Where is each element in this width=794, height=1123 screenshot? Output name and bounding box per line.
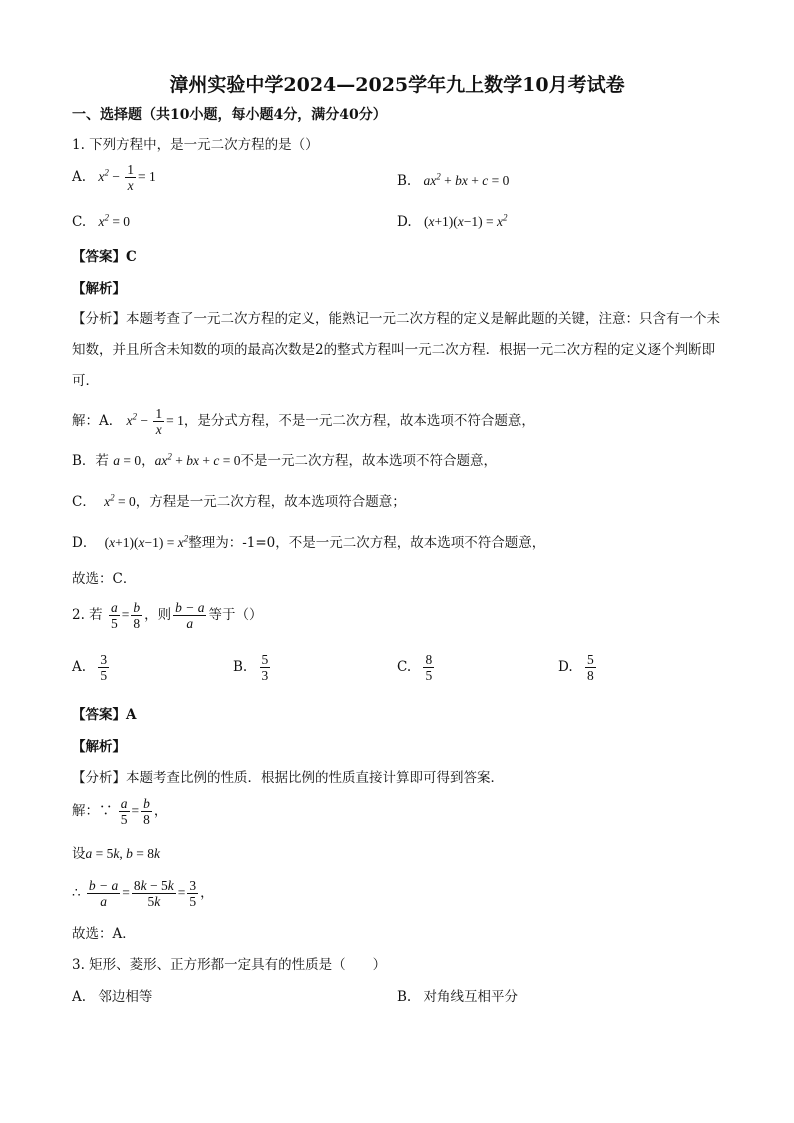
option-label: C.	[72, 214, 87, 230]
q2-option-d	[558, 652, 598, 683]
fraction: $\frac{b}{8}$	[143, 796, 150, 827]
q1-conclusion: 故选：C．	[72, 571, 137, 587]
q2-analysis-heading: 【解析】	[72, 739, 126, 755]
q2-option-c	[397, 652, 436, 683]
q1-option-b: B. $ax^2$ + bx + c = 0	[397, 171, 510, 189]
q2-solution-2: 设a = 5k, b = 8k	[72, 846, 160, 862]
q1-option-d: D. $(x+1)(x-1) = x^2$	[397, 212, 508, 230]
q2-solution-3: ∴ $\frac{b - a}{a}$ = $\frac{8k - 5k}{5k}$ = $\frac{3}{5}$ ，	[72, 878, 214, 909]
q3-option-b	[397, 988, 518, 1006]
question-2-stem: 2. 若 $\frac{a}{5}$ = $\frac{b}{8}$ ，则 $\frac{b - a}{a}$ 等于（）	[72, 600, 263, 631]
q1-option-c: C. $x^2 = 0$	[72, 212, 131, 230]
question-1-stem: 1. 下列方程中，是一元二次方程的是（）	[72, 137, 319, 153]
solution-prefix: C．	[72, 494, 96, 510]
solution-prefix: 解：A．	[72, 413, 123, 429]
solution-text: 不是一元二次方程，故本选项不符合题意，	[240, 453, 497, 469]
solution-prefix: D．	[72, 535, 97, 551]
option-label: A.	[72, 169, 87, 185]
q1-answer: 【答案】C	[72, 249, 137, 265]
option-label: B.	[397, 173, 412, 189]
option-label: D.	[558, 659, 573, 675]
fraction: $\frac{1}{x}$	[127, 162, 134, 193]
solution-prefix: 设	[72, 846, 86, 862]
option-label: A.	[72, 989, 87, 1005]
fraction: $\frac{5}{8}$	[586, 652, 594, 683]
solution-prefix: 解：∵	[72, 803, 113, 819]
fraction: $\frac{1}{x}$	[155, 406, 163, 437]
fraction: $\frac{5}{3}$	[261, 652, 269, 683]
q1-analysis-heading: 【解析】	[72, 281, 126, 297]
page-title: 漳州实验中学2024—2025学年九上数学10月考试卷	[169, 74, 625, 96]
option-label: B.	[233, 659, 248, 675]
q2-analysis-text: 【分析】本题考查比例的性质．根据比例的性质直接计算即可得到答案．	[72, 770, 504, 786]
fraction: $\frac{a}{5}$	[120, 796, 128, 827]
q1-solution-c: C． $x^2 = 0$，方程是一元二次方程，故本选项符合题意；	[72, 492, 406, 510]
question-3-stem: 3. 矩形、菱形、正方形都一定具有的性质是（ ）	[72, 957, 387, 973]
q2-option-a	[72, 652, 111, 683]
option-text: 邻边相等	[98, 989, 153, 1005]
fraction: $\frac{8}{5}$	[425, 652, 433, 683]
q1-solution-b: B．若 a = 0，$ax^2$ + bx + c = 0不是一元二次方程，故本选项不符合题意，	[72, 451, 497, 469]
option-label: B.	[397, 989, 412, 1005]
fraction: $\frac{a}{5}$	[110, 600, 118, 631]
option-label: D.	[397, 214, 412, 230]
solution-prefix: ∴	[72, 885, 81, 901]
solution-text: ，方程是一元二次方程，故本选项符合题意；	[135, 494, 406, 510]
solution-text: ，	[200, 885, 214, 901]
q2-answer: 【答案】A	[72, 707, 137, 723]
solution-text: 整理为：-1=0，不是一元二次方程，故本选项不符合题意，	[188, 535, 546, 551]
fraction: $\frac{3}{5}$	[189, 878, 197, 909]
option-text: 对角线互相平分	[423, 989, 519, 1005]
stem-suffix: 等于（）	[208, 607, 263, 623]
option-label: A.	[72, 659, 87, 675]
solution-prefix: B．若	[72, 453, 109, 469]
q3-option-a	[72, 988, 152, 1006]
q1-option-a: A. $x^2$ − $\frac{1}{x}$ = 1	[72, 162, 156, 193]
stem-sep: ，则	[144, 607, 172, 623]
option-label: C.	[397, 659, 412, 675]
q2-option-b	[233, 652, 272, 683]
stem-prefix: 2. 若	[72, 607, 103, 623]
fraction: $\frac{b - a}{a}$	[88, 878, 119, 909]
q2-conclusion: 故选：A．	[72, 926, 136, 942]
solution-text: ，	[153, 803, 168, 819]
q1-solution-a: 解：A． $x^2$ − $\frac{1}{x}$ = 1，是分式方程，不是一元二次方程，故本选项不符合题意，	[72, 406, 535, 437]
solution-sep: ，	[141, 453, 155, 469]
q1-analysis-text: 【分析】本题考查了一元二次方程的定义，能熟记一元二次方程的定义是解此题的关键，注意：只含有一个未知数，并且所含未知数的项的最高次数是2的整式方程叫一元二次方程．根据一元二次方程的定义逐个判断即可．	[72, 311, 720, 389]
fraction: $\frac{8k - 5k}{5k}$	[133, 878, 174, 909]
solution-text: ，是分式方程，不是一元二次方程，故本选项不符合题意，	[183, 413, 535, 429]
section-heading: 一、选择题（共10小题，每小题4分，满分40分）	[72, 107, 387, 123]
q2-solution-1: 解：∵ $\frac{a}{5}$ = $\frac{b}{8}$ ，	[72, 796, 168, 827]
fraction: $\frac{3}{5}$	[100, 652, 108, 683]
q1-solution-d: D． $(x+1)(x-1) = x^2$整理为：-1=0，不是一元二次方程，故本选项不符合题意，	[72, 533, 546, 551]
fraction: $\frac{b}{8}$	[133, 600, 141, 631]
fraction: $\frac{b - a}{a}$	[175, 600, 205, 631]
